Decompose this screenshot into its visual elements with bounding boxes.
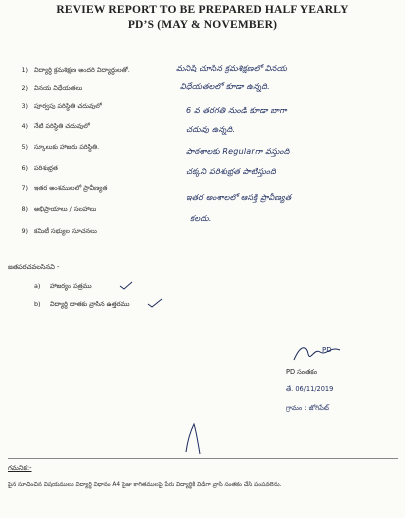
handwritten-line: చదువు ఉన్నది. bbox=[186, 125, 236, 134]
report-title: REVIEW REPORT TO BE PREPARED HALF YEARLY bbox=[56, 4, 349, 16]
handwritten-line: విధేయతలలో కూడా ఉన్నది. bbox=[180, 82, 270, 91]
question-item: 5) స్కూలుకు హాజరు పరిస్థితి. bbox=[21, 143, 100, 151]
handwritten-line: ఇతర అంశాలలో ఆసక్తి ప్రావీణ్యత bbox=[186, 193, 292, 202]
signature-role: PD సంతకం bbox=[286, 368, 318, 376]
handwritten-line: మనిషి చూసిన క్రమశిక్షణలో వినయ bbox=[176, 64, 288, 73]
signature-date: తే. 06/11/2019 bbox=[286, 385, 334, 393]
question-item: 2) వినయ విధేయతలు bbox=[21, 84, 83, 92]
handwritten-line: కలదు. bbox=[190, 214, 212, 223]
attachment-item: a) హాజర్యం పత్రము bbox=[34, 282, 92, 290]
notes-heading: గమనిక:- bbox=[8, 464, 32, 472]
question-item: 8) అభిప్రాయాలు / సలహాలు bbox=[21, 205, 97, 213]
signature-village: గ్రామం : జోగిపేట్ bbox=[286, 404, 329, 412]
handwritten-line: 6 వ తరగతి నుండి కూడా బాగా bbox=[186, 106, 287, 115]
tick-mark-a bbox=[120, 282, 132, 289]
handwritten-line: పాఠశాలకు Regularగా వస్తుంది bbox=[186, 147, 290, 156]
question-item: 4) నేటి పరిస్థితి చదువులో bbox=[21, 122, 90, 130]
question-item: 1) విద్యార్థి క్రమశిక్షణ అందరి విద్యార్థులతో. bbox=[21, 66, 130, 74]
divider bbox=[8, 458, 398, 459]
question-item: 3) పూర్వపు పరిస్థితి చదువులో bbox=[21, 102, 102, 110]
question-item: 7) ఇతర అంశములలో ప్రావీణ్యత bbox=[21, 184, 108, 192]
notes-text: పైన సూచించిన విషయములు విద్యార్థి విధానం A4 సైజు కాగితములపై పేరు విద్యార్థికి విడిగా వ్రాసి సంతకం చేసి పంపవలెను. bbox=[8, 482, 282, 488]
attachment-item: b) విద్యార్థి దాతకు వ్రాసిన ఉత్తరము bbox=[34, 300, 130, 308]
handwritten-tick-marks bbox=[118, 280, 168, 310]
signature-initials: PD bbox=[322, 346, 332, 354]
question-item: 9) కమిటీ సభ్యుల సూచనలు bbox=[21, 227, 97, 235]
question-item: 6) పరిశుభ్రత bbox=[21, 164, 58, 172]
tick-mark-b bbox=[148, 299, 162, 307]
pd-signature-scrawl bbox=[290, 342, 350, 366]
margin-scribble bbox=[180, 420, 210, 456]
report-subtitle: PD’S (MAY & NOVEMBER) bbox=[127, 19, 278, 31]
handwritten-line: చక్కని పరిశుభ్రత పాటిస్తుంది bbox=[186, 167, 276, 176]
attachments-heading: జతపరచవలసినవి - bbox=[8, 263, 60, 271]
